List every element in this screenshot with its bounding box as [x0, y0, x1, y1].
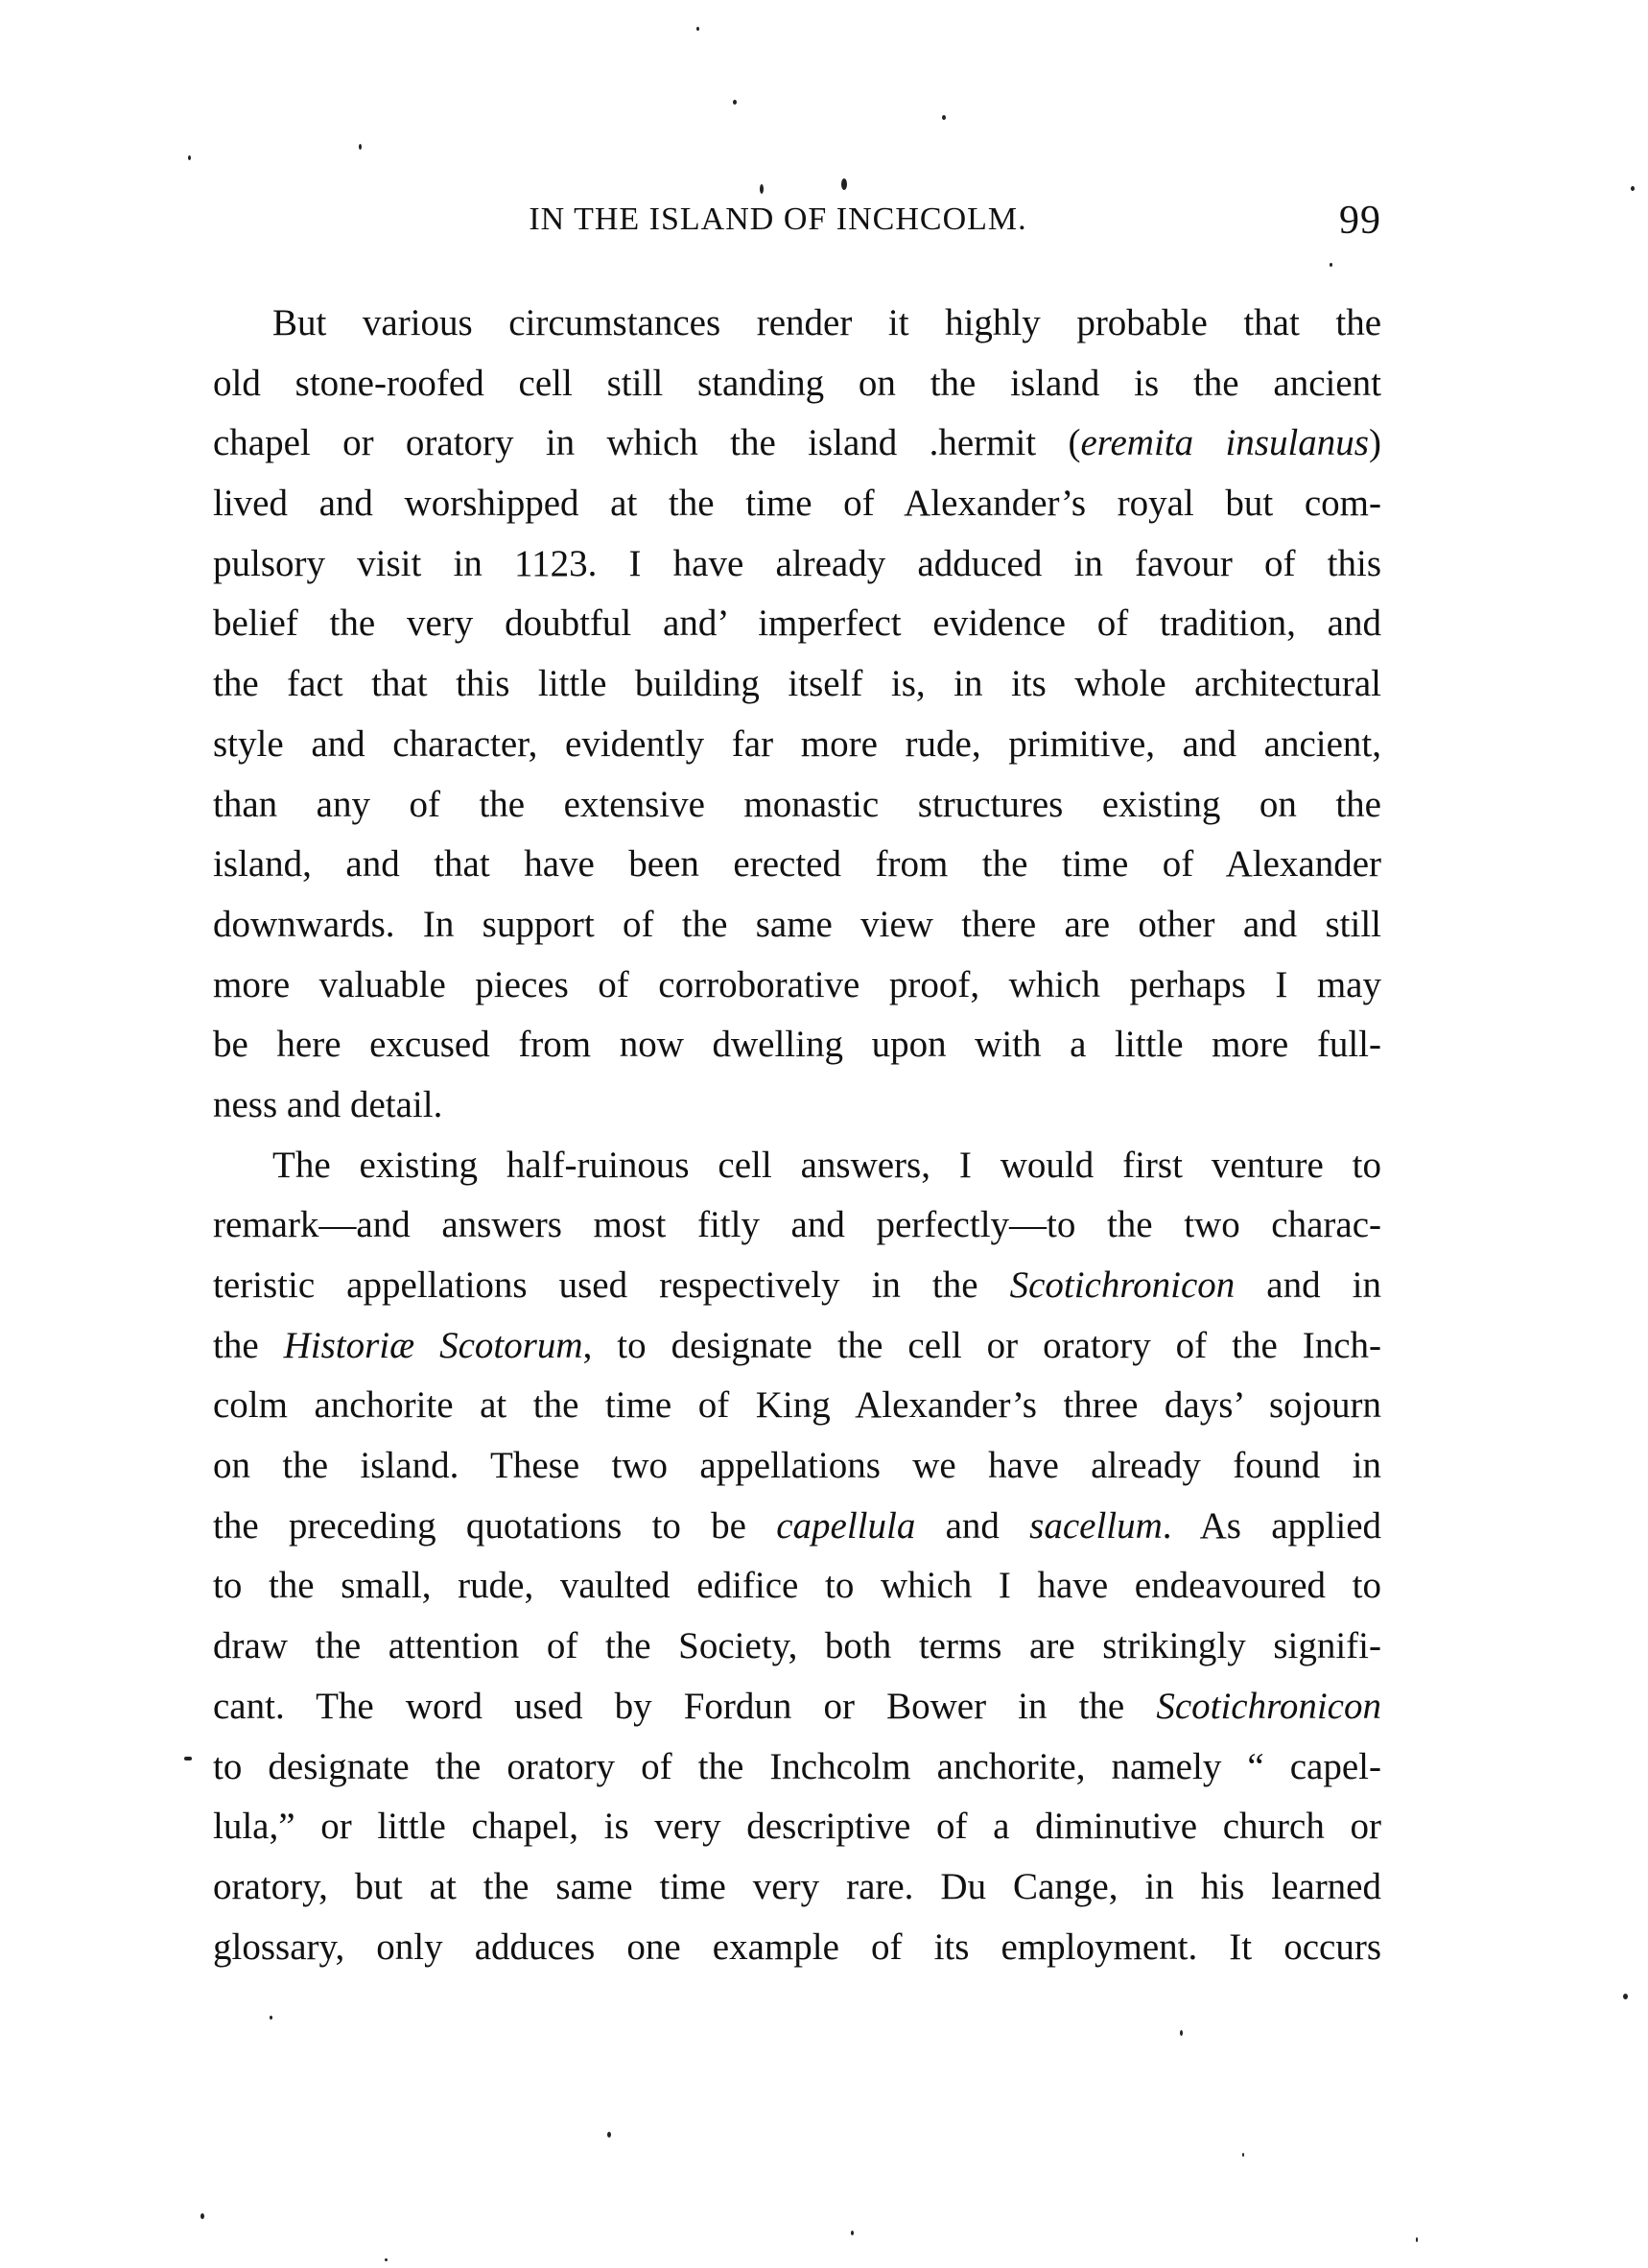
- scan-speck: [385, 2258, 388, 2261]
- text-line: pulsory visit in 1123. I have already adduced in favour of this: [213, 542, 1381, 584]
- text-line: be here excused from now dwelling upon with a little more full-: [213, 1024, 1381, 1066]
- scan-speck: [1623, 1994, 1628, 1999]
- scan-speck: [1180, 2030, 1183, 2036]
- italic-term: eremita insulanus: [1080, 422, 1369, 464]
- text-line: cant. The word used by Fordun or Bower in the Scotichronicon: [213, 1685, 1381, 1727]
- text-line: glossary, only adduces one example of its employment. It occurs: [213, 1925, 1381, 1968]
- text-line: remark—and answers most fitly and perfectly—to the two charac-: [213, 1204, 1381, 1246]
- scan-speck: [607, 2132, 611, 2138]
- text-line: ness and detail.: [213, 1083, 443, 1125]
- scan-speck: [270, 2016, 272, 2020]
- text-line: the fact that this little building itself is, in its whole architectural: [213, 663, 1381, 705]
- scan-speck: [1416, 2237, 1418, 2242]
- page-number: 99: [1339, 199, 1381, 243]
- scan-speck: [733, 100, 737, 105]
- text-line: island, and that have been erected from the time of Alexander: [213, 843, 1381, 886]
- text-line: lula,” or little chapel, is very descriptive of a diminutive church or: [213, 1806, 1381, 1848]
- running-title: IN THE ISLAND OF INCHCOLM.: [529, 201, 1027, 237]
- text-line: draw the attention of the Society, both terms are strikingly signifi-: [213, 1625, 1381, 1667]
- running-head: [213, 198, 1381, 246]
- italic-term: sacellum: [1029, 1504, 1163, 1547]
- scan-speck: [696, 27, 699, 31]
- text-line: to the small, rude, vaulted edifice to which I have endeavoured to: [213, 1565, 1381, 1607]
- text-line: But various circumstances render it highly probable that the: [272, 302, 1381, 343]
- italic-term: capellula: [776, 1504, 916, 1547]
- scan-speck: [851, 2231, 854, 2235]
- text-line: style and character, evidently far more rude, primitive, and ancient,: [213, 722, 1381, 765]
- text-line: downwards. In support of the same view there are other and still: [213, 903, 1381, 945]
- text-line: old stone-roofed cell still standing on the island is the ancient: [213, 362, 1381, 404]
- text-line: than any of the extensive monastic structures existing on the: [213, 783, 1381, 825]
- scan-speck: [1330, 263, 1332, 267]
- text-line: The existing half-ruinous cell answers, I would first venture to: [272, 1144, 1381, 1186]
- italic-term: Historiæ Scotorum: [283, 1324, 583, 1366]
- scan-speck: [200, 2213, 204, 2219]
- scan-speck: [359, 144, 362, 150]
- text-line: belief the very doubtful and’ imperfect evidence of tradition, and: [213, 602, 1381, 645]
- text-line: colm anchorite at the time of King Alexander’s three days’ sojourn: [213, 1384, 1381, 1427]
- text-line: teristic appellations used respectively in the Scotichronicon and in: [213, 1264, 1381, 1306]
- italic-term: Scotichronicon: [1009, 1264, 1236, 1306]
- scan-speck: [1242, 2153, 1244, 2157]
- text-line: oratory, but at the same time very rare. Du Cange, in his learned: [213, 1865, 1381, 1907]
- scan-speck: [184, 1757, 192, 1760]
- scan-speck: [760, 184, 764, 194]
- scan-speck: [188, 155, 191, 160]
- scan-speck: [1631, 186, 1635, 191]
- text-line: on the island. These two appellations we have already found in: [213, 1445, 1381, 1487]
- italic-term: Scotichronicon: [1156, 1685, 1381, 1727]
- scan-speck: [841, 178, 847, 190]
- text-line: more valuable pieces of corroborative proof, which perhaps I may: [213, 963, 1381, 1005]
- body-text: [213, 294, 1381, 1977]
- text-line: to designate the oratory of the Inchcolm anchorite, namely “ capel-: [213, 1745, 1381, 1787]
- text-line: chapel or oratory in which the island .hermit (eremita insulanus): [213, 422, 1381, 464]
- text-line: the Historiæ Scotorum, to designate the cell or oratory of the Inch-: [213, 1324, 1381, 1366]
- text-line: lived and worshipped at the time of Alexander’s royal but com-: [213, 483, 1381, 525]
- text-line: the preceding quotations to be capellula and sacellum. As applied: [213, 1504, 1382, 1547]
- scan-speck: [942, 115, 946, 120]
